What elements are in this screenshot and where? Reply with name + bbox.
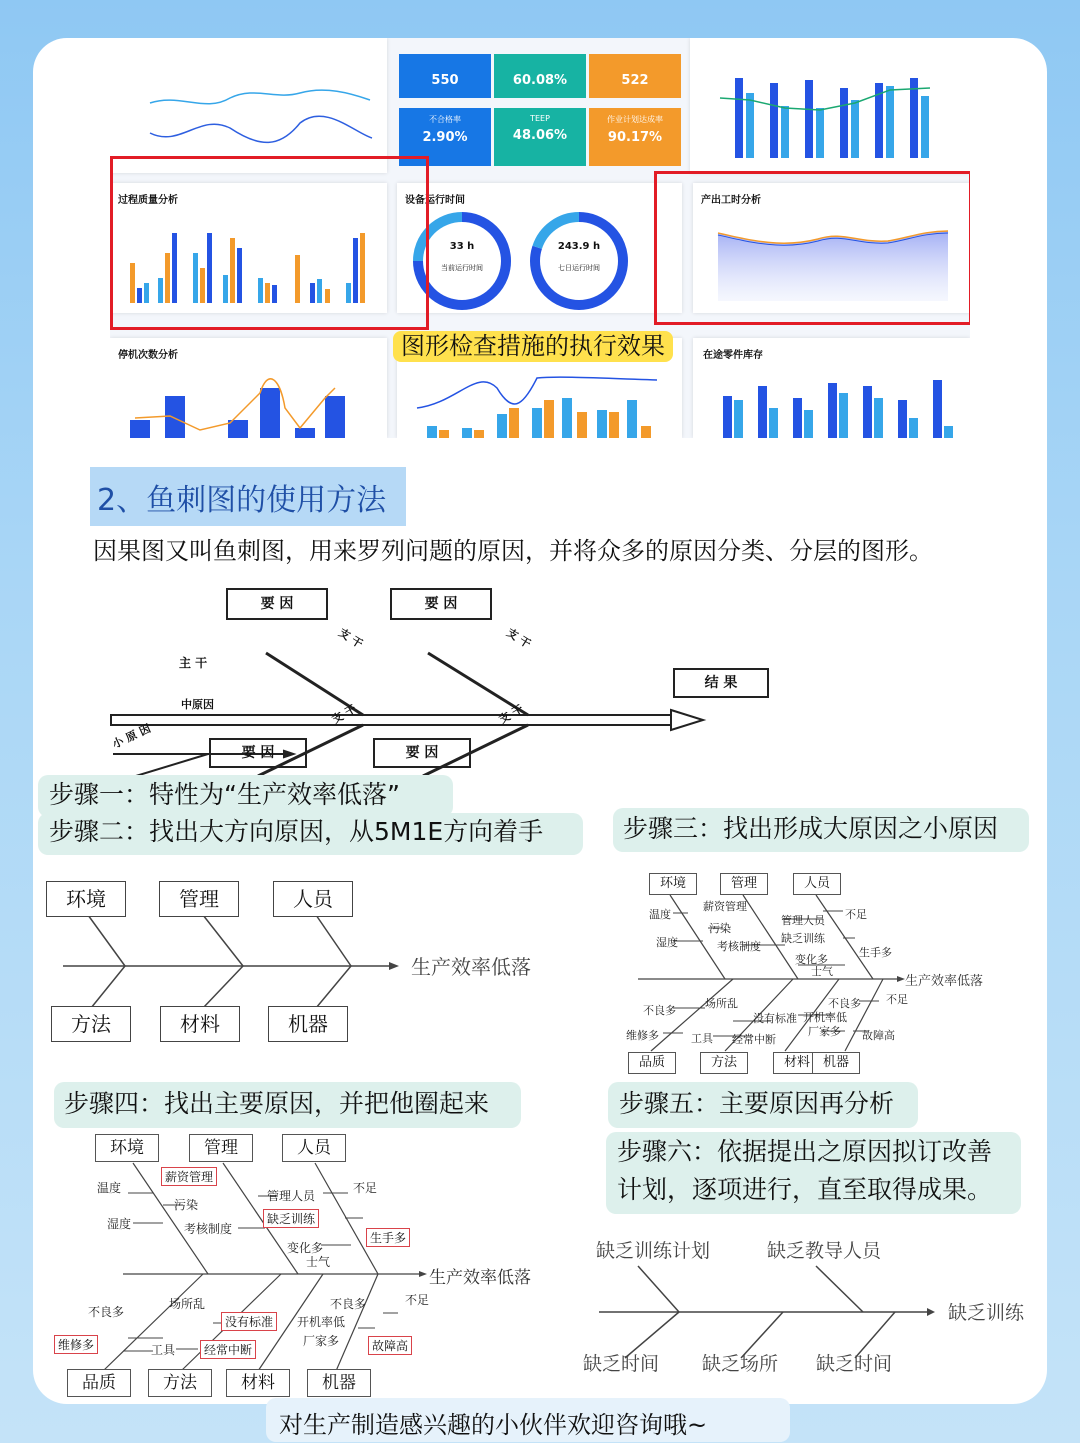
cause-box-top-1-text: 要 因: [260, 596, 294, 612]
top-quality-panel: [110, 38, 387, 173]
step5-text: 步骤五：主要原因再分析: [619, 1089, 895, 1118]
kpi-plan-rate: 作业计划达成率 90.17%: [589, 108, 681, 166]
kpi-orders: 522: [589, 54, 681, 98]
s3-interrupt: 经常中断: [732, 1033, 776, 1046]
s4-repair-circled: 维修多: [54, 1335, 98, 1354]
branch-label-3: 支 干: [329, 702, 359, 727]
wip-bars: [693, 338, 970, 438]
s4-defects: 不良多: [88, 1305, 125, 1319]
s3-repair: 维修多: [626, 1029, 659, 1042]
s4-pollution: 污染: [174, 1198, 199, 1212]
donut2-value: 243.9 h: [557, 241, 601, 252]
branch-label-1: 支 干: [336, 626, 366, 651]
s3-faults: 故障高: [862, 1029, 895, 1042]
equipment-runtime-panel: [397, 183, 682, 313]
s4-humid: 湿度: [107, 1217, 132, 1231]
step3-cause-method: 方法: [700, 1052, 748, 1074]
s3-nostd: 没有标准: [753, 1012, 797, 1025]
footer-banner: [266, 1398, 790, 1442]
s4-change: 变化多: [287, 1241, 324, 1255]
step2-text: 步骤二：找出大方向原因，从5M1E方向着手: [49, 817, 544, 846]
s3-lack: 不足: [845, 908, 867, 921]
highlight-frame-left: [110, 156, 429, 330]
step6-cause-bottom-2: 缺乏场所: [702, 1353, 779, 1375]
s3-lowrate: 开机率低: [803, 1011, 847, 1024]
mid-cause-label: 中原因: [181, 698, 214, 711]
step4-cause-quality: 品质: [67, 1369, 131, 1397]
cause-box-top-2-text: 要 因: [424, 596, 458, 612]
step4-cause-machine: 机器: [307, 1369, 371, 1397]
step3-effect: 生产效率低落: [905, 974, 984, 989]
cause-box-top-2: [390, 588, 492, 620]
step2-cause-people: 人员: [273, 881, 353, 917]
step2-cause-method: 方法: [51, 1006, 131, 1042]
footer-text: 对生产制造感兴趣的小伙伴欢迎咨询哦~: [279, 1411, 708, 1439]
s4-nostd-circled: 没有标准: [221, 1312, 277, 1331]
result-box: [673, 668, 769, 698]
s4-salary-circled: 薪资管理: [161, 1167, 217, 1186]
s3-temp: 温度: [649, 908, 671, 921]
dashboard-screenshot: [110, 38, 970, 438]
downtime-bars: [110, 338, 387, 438]
top-plan-bars: [690, 38, 970, 173]
step6-cause-bottom-3: 缺乏时间: [816, 1353, 893, 1375]
s4-messy: 场所乱: [169, 1297, 206, 1311]
branch-label-4: 支 干: [496, 702, 526, 727]
step3-cause-machine: 机器: [812, 1052, 860, 1074]
wip-inventory-panel: [693, 338, 970, 438]
step3-cause-quality: 品质: [628, 1052, 676, 1074]
overlay-caption: 图形检查措施的执行效果: [393, 331, 673, 362]
cause-box-top-1: [226, 588, 328, 620]
step4-cause-people: 人员: [282, 1134, 346, 1162]
top-plan-panel: [690, 38, 970, 173]
step4-cause-method: 方法: [148, 1369, 212, 1397]
step2-cause-management: 管理: [159, 881, 239, 917]
s4-lack: 不足: [353, 1181, 378, 1195]
s4-defects2: 不良多: [330, 1297, 367, 1311]
step2-cause-machine: 机器: [268, 1006, 348, 1042]
step4-effect: 生产效率低落: [429, 1268, 531, 1288]
donut1-label: 当前运行时间: [441, 264, 483, 272]
s3-training: 缺乏训练: [781, 932, 825, 945]
cause-box-bottom-2: [373, 738, 471, 768]
s4-faults-circled: 故障高: [368, 1336, 412, 1355]
cause-box-bottom-1-text: 要 因: [241, 745, 275, 761]
highlight-frame-right: [654, 171, 970, 325]
s3-defects2: 不良多: [828, 997, 861, 1010]
s4-lowrate: 开机率低: [297, 1315, 346, 1329]
branch-label-2: 支 干: [504, 626, 534, 651]
s3-defects: 不良多: [643, 1004, 676, 1017]
kpi-oee: 60.08%: [494, 54, 586, 98]
s3-vendors: 厂家多: [808, 1025, 841, 1038]
step3-fishbone-lines: [33, 873, 1047, 1073]
wip-inventory-title: 在途零件库存: [703, 350, 763, 361]
donut2-label: 七日运行时间: [558, 264, 600, 272]
kpi-output: 550: [399, 54, 491, 98]
section-heading: [90, 467, 406, 526]
step6-effect: 缺乏训练: [948, 1302, 1025, 1324]
content-card: [33, 38, 1047, 1404]
step6-fishbone-lines: [33, 1228, 1047, 1404]
step4-cause-environment: 环境: [95, 1134, 159, 1162]
step3-text: 步骤三：找出形成大原因之小原因: [623, 814, 999, 843]
small-cause-label: 小 原 因: [110, 721, 153, 751]
step6-line2: 计划，逐项进行，直至取得成果。: [617, 1175, 993, 1204]
top-quality-lines: [110, 38, 387, 173]
generic-fishbone-lines: [33, 578, 1047, 778]
s3-lack2: 不足: [886, 993, 908, 1006]
s4-vendors: 厂家多: [303, 1334, 340, 1348]
downtime-title: 停机次数分析: [118, 350, 178, 361]
s4-lack2: 不足: [405, 1293, 430, 1307]
downtime-panel: [110, 338, 387, 438]
s3-change: 变化多: [795, 953, 828, 966]
s3-assess: 考核制度: [717, 940, 761, 953]
s4-assess: 考核制度: [184, 1222, 233, 1236]
step4-text: 步骤四：找出主要原因，并把他圈起来: [64, 1089, 490, 1118]
s4-training-circled: 缺乏训练: [263, 1209, 319, 1228]
step6-cause-top-2: 缺乏教导人员: [767, 1240, 882, 1262]
s4-manager: 管理人员: [267, 1189, 316, 1203]
step6-line1: 步骤六：依据提出之原因拟订改善: [617, 1137, 993, 1166]
step2-effect: 生产效率低落: [411, 955, 531, 979]
s3-pollution: 污染: [709, 922, 731, 935]
cause-box-bottom-2-text: 要 因: [405, 745, 439, 761]
s3-manager: 管理人员: [781, 914, 825, 927]
kpi-defect-rate: 不合格率 2.90%: [399, 108, 491, 166]
step2-cause-material: 材料: [160, 1006, 240, 1042]
step6-cause-top-1: 缺乏训练计划: [596, 1240, 711, 1262]
step3-cause-environment: 环境: [649, 873, 697, 895]
s3-tools: 工具: [691, 1032, 713, 1045]
s4-tools: 工具: [151, 1343, 176, 1357]
step6-cause-bottom-1: 缺乏时间: [583, 1353, 660, 1375]
step3-cause-management: 管理: [720, 873, 768, 895]
process-quality-title: 过程质量分析: [118, 195, 178, 206]
cause-box-bottom-1: [209, 738, 307, 768]
s4-novice-circled: 生手多: [366, 1228, 410, 1247]
s3-novice: 生手多: [859, 946, 892, 959]
s3-salary: 薪资管理: [703, 900, 747, 913]
step3-cause-people: 人员: [793, 873, 841, 895]
donut1-value: 33 h: [449, 241, 475, 252]
kpi-teep: TEEP 48.06%: [494, 108, 586, 166]
s4-morale: 士气: [306, 1255, 331, 1269]
s3-morale: 士气: [811, 965, 833, 978]
s4-temp: 温度: [97, 1181, 122, 1195]
step2-cause-environment: 环境: [46, 881, 126, 917]
step3-cause-material: 材料: [773, 1052, 821, 1074]
step4-cause-material: 材料: [226, 1369, 290, 1397]
s4-interrupt-circled: 经常中断: [200, 1340, 256, 1359]
s3-humid: 湿度: [656, 936, 678, 949]
main-bone-label: 主 干: [179, 656, 208, 670]
equipment-runtime-title: 设备运行时间: [405, 195, 465, 206]
result-box-text: 结 果: [704, 675, 738, 691]
section-heading-text: 2、鱼刺图的使用方法: [97, 483, 387, 518]
s3-messy: 场所乱: [705, 997, 738, 1010]
section-intro: 因果图又叫鱼刺图，用来罗列问题的原因，并将众多的原因分类、分层的图形。: [93, 537, 933, 565]
output-hours-title: 产出工时分析: [701, 195, 761, 206]
step4-cause-management: 管理: [189, 1134, 253, 1162]
step1-text: 步骤一：特性为“生产效率低落”: [49, 780, 400, 809]
